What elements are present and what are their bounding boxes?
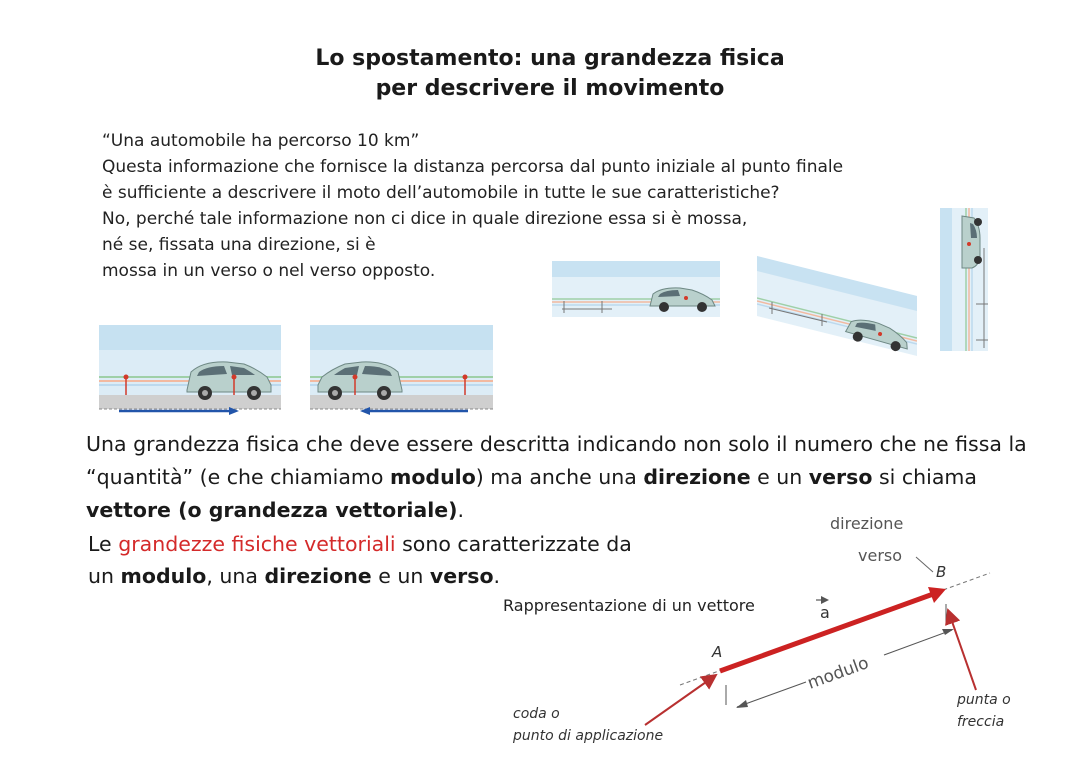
intro-line: No, perché tale informazione non ci dice in quale direzione essa si è mossa, xyxy=(102,209,748,229)
definition-vettore: vettore (o grandezza vettoriale) xyxy=(86,498,458,522)
label-verso: verso xyxy=(858,546,903,565)
tail-label-line: punto di applicazione xyxy=(513,728,664,744)
vector-symbol: a xyxy=(820,603,830,622)
definition-text: ) ma anche una xyxy=(475,465,644,489)
car-scene-inclined xyxy=(757,256,917,356)
title-line-1: Lo spostamento: una grandezza fisica xyxy=(315,46,785,71)
intro-line: è sufficiente a descrivere il moto dell’automobile in tutte le sue caratteristiche? xyxy=(102,183,780,203)
label-point-b: B xyxy=(936,563,947,581)
bold-modulo: modulo xyxy=(120,564,207,588)
bold-verso: verso xyxy=(429,564,494,588)
definition-text: e un xyxy=(750,465,809,489)
diagram-caption: Rappresentazione di un vettore xyxy=(503,596,755,615)
label-point-a: A xyxy=(712,643,723,661)
vector-characteristics-line-2 xyxy=(88,560,632,592)
definition-text: Una grandezza fisica che deve essere descritta indicando non solo il numero che ne fissa la “quantità” (e che chiamiamo xyxy=(86,432,1027,489)
intro-line: Questa informazione che fornisce la distanza percorsa dal punto iniziale al punto finale xyxy=(102,157,844,177)
label-direzione: direzione xyxy=(830,514,904,533)
car-scene-horizontal xyxy=(552,261,720,317)
car-scene-forward xyxy=(99,325,281,415)
text: sono caratterizzate da xyxy=(395,532,632,556)
text: Le xyxy=(88,532,119,556)
text: e un xyxy=(371,564,430,588)
verso-pointer xyxy=(916,557,933,572)
modulo-line-right xyxy=(884,630,952,655)
definition-text: si chiama xyxy=(872,465,977,489)
intro-line: mossa in un verso o nel verso opposto. xyxy=(102,261,436,281)
definition-text: . xyxy=(457,498,465,522)
highlight-text: grandezze fisiche vettoriali xyxy=(118,532,396,556)
car-scene-vertical xyxy=(940,208,988,351)
intro-paragraph xyxy=(102,128,843,284)
intro-line: né se, fissata una direzione, si è xyxy=(102,235,376,255)
car-scene-backward xyxy=(310,325,493,415)
tip-pointer xyxy=(948,610,976,690)
vector-characteristics xyxy=(88,528,632,592)
label-modulo: modulo xyxy=(804,653,872,694)
definition-verso: verso xyxy=(808,465,873,489)
modulo-line-left xyxy=(737,682,806,707)
intro-line: “Una automobile ha percorso 10 km” xyxy=(102,131,420,151)
title-line-2: per descrivere il movimento xyxy=(375,76,725,101)
tip-label xyxy=(957,689,1011,733)
tip-label-line: freccia xyxy=(957,714,1005,730)
definition-direzione: direzione xyxy=(643,465,751,489)
bold-direzione: direzione xyxy=(264,564,372,588)
tail-label-line: coda o xyxy=(513,706,560,722)
vector-characteristics-line-1 xyxy=(88,528,632,560)
text: un xyxy=(88,564,121,588)
definition-modulo: modulo xyxy=(389,465,476,489)
page-title xyxy=(0,44,1080,104)
text: , una xyxy=(206,564,265,588)
text: . xyxy=(493,564,501,588)
tip-label-line: punta o xyxy=(957,692,1011,708)
tail-label xyxy=(513,703,663,747)
